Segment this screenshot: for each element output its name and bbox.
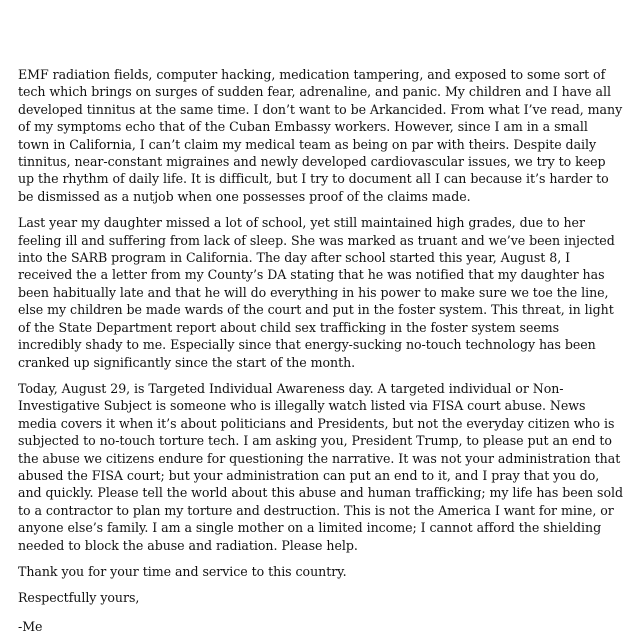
paragraph-daughter-school: Last year my daughter missed a lot of school, yet still maintained high grades, due to her feeling ill and suffering from lack of sleep. She was marked as truant and we’ve been injected into the SARB program in California. The day after school started this year, August 8, I received the a letter from my County’s DA stating that he was notified that my daughter has been habitually late and that he will do everything in his power to make sure we toe the line, else my children be made wards of the court and put in the foster system. This threat, in light of the State Department report about child sex trafficking in the foster system seems incredibly shady to me. Especially since that energy-sucking no-touch technology has been cranked up significantly since the start of the month. [18,215,615,370]
signature: -Me [18,618,43,634]
paragraph-symptoms: EMF radiation fields, computer hacking, medication tampering, and exposed to some sort of tech which brings on surges of sudden fear, adrenaline, and panic. My children and I have all developed tinnitus at the same time. I don’t want to be Arkancided. From what I’ve read, many of my symptoms echo that of the Cuban Embassy workers. However, since I am in a small town in California, I can’t claim my medical team as being on par with theirs. Despite daily tinnitus, near-constant migraines and newly developed cardiovascular issues, we try to keep up the rhythm of daily life. It is difficult, but I try to document all I can because it’s harder to be dismissed as a nutjob when one possesses proof of the claims made. [18,67,623,204]
paragraph-awareness-day: Today, August 29, is Targeted Individual Awareness day. A targeted individual or Non-Investigative Subject is someone who is illegally watch listed via FISA court abuse. News media covers it when it’s about politicians and Presidents, but not the everyday citizen who is subjected to no-touch torture tech. I am asking you, President Trump, to please put an end to the abuse we citizens endure for questioning the narrative. It was not your administration that abused the FISA court; but your administration can put an end to it, and I pray that you do, and quickly. Please tell the world about this abuse and human trafficking; my life has been sold to a contractor to plan my torture and destruction. This is not the America I want for mine, or anyone else’s family. I am a single mother on a limited income; I cannot afford the shielding needed to block the abuse and radiation. Please help. [18,380,623,553]
letter-body [18,66,623,644]
closing-line: Respectfully yours, [18,590,140,606]
thanks-line: Thank you for your time and service to this country. [18,563,347,579]
